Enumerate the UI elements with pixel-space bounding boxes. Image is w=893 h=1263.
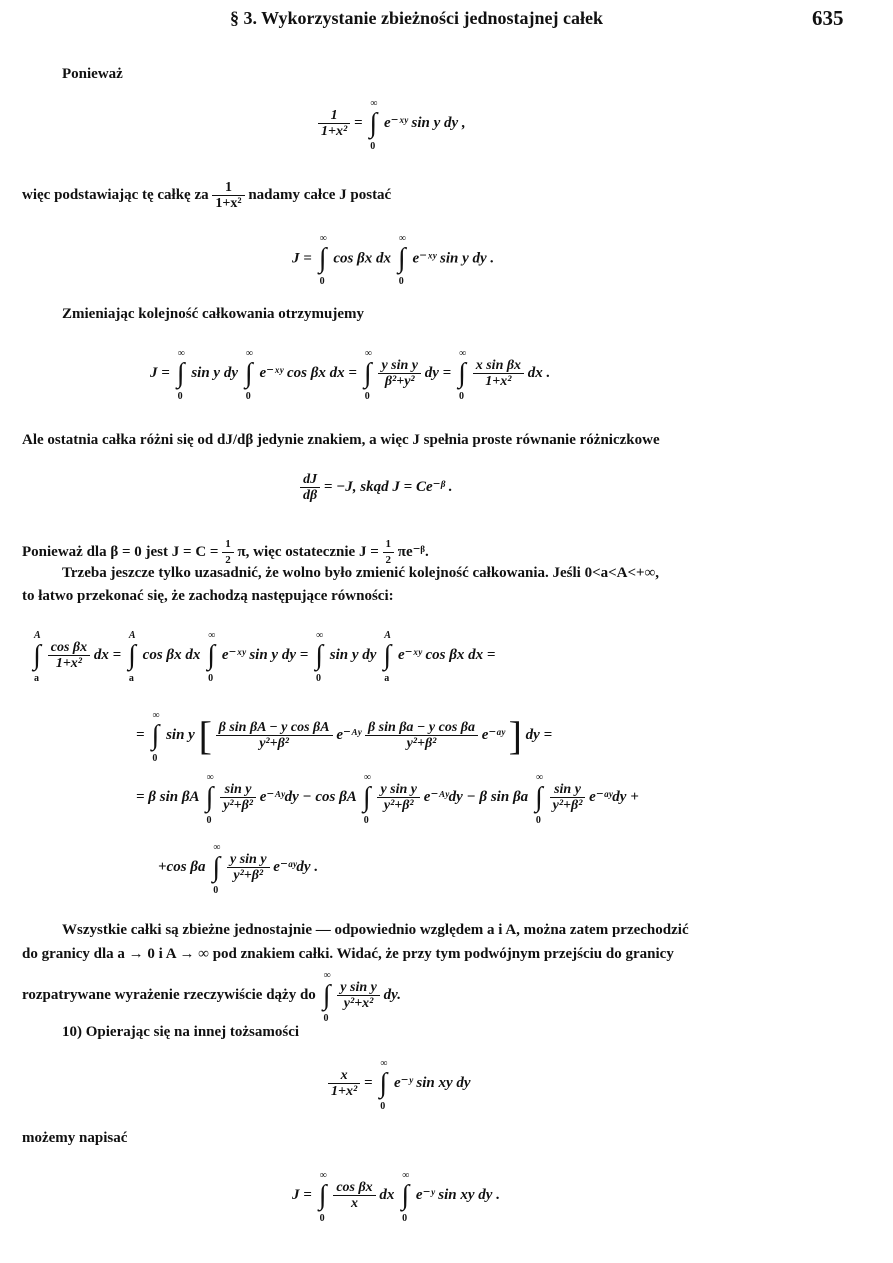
- paragraph-mozemy: możemy napisać: [22, 1130, 128, 1146]
- fraction: $\frac{x}{\text{1+x²}}$: [328, 1068, 360, 1099]
- integral-sign: ∞ ∫ 0: [379, 1057, 388, 1112]
- fraction: $\frac{1}{\text{1+x²}}$: [318, 108, 350, 139]
- paragraph-opierajac: 10) Opierając się na innej tożsamości: [62, 1024, 300, 1040]
- fraction: $\frac{\text{y sin y}}{\text{β²+y²}}$: [378, 358, 421, 389]
- equation-5-line-1: A ∫ a $\frac{\text{cos βx}}{\text{1+x²}}$ dx = A ∫ a cos βx dx ∞ ∫ 0 e⁻ˣʸ sin y dy = ∞ ∫ 0 sin y dy A ∫ a e⁻ˣʸ cos βx dx =: [30, 640, 495, 671]
- paragraph-beta-zero: Ponieważ dla β = 0 jest J = C = $\frac{1}{2}$ π, więc ostatecznie J = $\frac{1}{2}$ πe⁻ᵝ.: [22, 538, 429, 566]
- fraction: $\frac{\text{cos βx}}{\text{1+x²}}$: [48, 640, 90, 671]
- equation-7: J = ∞ ∫ 0 $\frac{\text{cos βx}}{x}$ dx ∞ ∫ 0 e⁻ʸ sin xy dy .: [292, 1169, 500, 1224]
- fraction: $\frac{1}{2}$: [383, 537, 395, 568]
- equation-5-line-2: = ∞ ∫ 0 sin y [ $\frac{\text{β sin βA − y cos βA}}{\text{y²+β²}}$ e⁻ᴬʸ $\frac{\text{β sin βa − y cos βa}}{\text{y²+β²}}$ e⁻ᵃʸ ] dy =: [136, 709, 553, 764]
- fraction: $\frac{dJ}{d\beta}$: [300, 472, 320, 503]
- integral-sign: ∞ ∫ 0: [362, 771, 371, 826]
- integral-sign: ∞ ∫ 0: [401, 1169, 410, 1224]
- page-number: 635: [812, 6, 844, 30]
- integral-sign: ∞ ∫ 0: [244, 347, 253, 402]
- fraction: $\frac{\text{sin y}}{\text{y²+β²}}$: [220, 782, 256, 813]
- integral-sign: ∞ ∫ 0: [212, 841, 221, 896]
- paragraph-zmieniajac: Zmieniając kolejność całkowania otrzymujemy: [62, 306, 365, 322]
- fraction: $\frac{\text{cos βx}}{x}$: [333, 1180, 375, 1211]
- integral-sign: ∞ ∫ 0: [318, 233, 327, 287]
- integral-sign: ∞ ∫ 0: [369, 97, 378, 152]
- fraction: $\frac{\text{β sin βa − y cos βa}}{\text{y²+β²}}$: [365, 720, 478, 751]
- page-header: § 3. Wykorzystanie zbieżności jednostajnej całek: [230, 8, 603, 28]
- paragraph-ostatnia-calka: Ale ostatnia całka różni się od dJ/dβ jedynie znakiem, a więc J spełnia proste równanie różniczkowe: [22, 432, 660, 448]
- fraction: $\frac{\text{y sin y}}{\text{y²+x²}}$: [337, 980, 380, 1011]
- integral-sign: ∞ ∫ 0: [315, 629, 324, 684]
- paragraph-ponieważ: Ponieważ: [62, 66, 123, 82]
- right-bracket: ]: [508, 713, 522, 758]
- paragraph-trzeba-1: Trzeba jeszcze tylko uzasadnić, że wolno było zmienić kolejność całkowania. Jeśli 0<a<A<+∞,: [62, 565, 660, 581]
- integral-sign: ∞ ∫ 0: [207, 629, 216, 684]
- fraction: $\frac{\text{x sin βx}}{\text{1+x²}}$: [473, 358, 524, 389]
- integral-sign: ∞ ∫ 0: [397, 233, 406, 287]
- equation-3: J = ∞ ∫ 0 sin y dy ∞ ∫ 0 e⁻ˣʸ cos βx dx = ∞ ∫ 0 $\frac{\text{y sin y}}{\text{β²+y²}}$ dy = ∞ ∫ 0 $\frac{\text{x sin βx}}{\text{1+x²}}$ dx .: [150, 347, 551, 402]
- fraction: $\frac{\text{y sin y}}{\text{y²+β²}}$: [377, 782, 420, 813]
- paragraph-wszystkie-1: Wszystkie całki są zbieżne jednostajnie — odpowiednio względem a i A, można zatem przechodzić: [62, 922, 689, 938]
- paragraph-podstawiajac: więc podstawiając tę całkę za $\frac{1}{\text{1+x²}}$ nadamy całce J postać: [22, 180, 392, 211]
- integral-sign: ∞ ∫ 0: [535, 771, 544, 826]
- integral-sign: ∞ ∫ 0: [363, 347, 372, 402]
- equation-ode: $\frac{dJ}{d\beta}$ = −J, skąd J = Ce⁻ᵝ .: [300, 472, 452, 503]
- fraction: $\frac{\text{β sin βA − y cos βA}}{\text{y²+β²}}$: [216, 720, 333, 751]
- equation-1: $\frac{1}{\text{1+x²}}$ = ∞ ∫ 0 e⁻ˣʸ sin y dy ,: [318, 108, 466, 139]
- integral-sign: ∞ ∫ 0: [458, 347, 467, 402]
- paragraph-trzeba-2: to łatwo przekonać się, że zachodzą następujące równości:: [22, 588, 394, 604]
- integral-sign: ∞ ∫ 0: [318, 1169, 327, 1224]
- integral-sign: A ∫ a: [383, 629, 392, 684]
- fraction: $\frac{\text{sin y}}{\text{y²+β²}}$: [550, 782, 586, 813]
- equation-6: $\frac{x}{\text{1+x²}}$ = ∞ ∫ 0 e⁻ʸ sin xy dy: [328, 1068, 471, 1099]
- equation-2: J = ∞ ∫ 0 cos βx dx ∞ ∫ 0 e⁻ˣʸ sin y dy .: [292, 233, 495, 287]
- paragraph-wszystkie-3: rozpatrywane wyrażenie rzeczywiście dąży do ∞ ∫ 0 $\frac{\text{y sin y}}{\text{y²+x²}}$ dy.: [22, 969, 401, 1024]
- integral-sign: A ∫ a: [33, 629, 41, 684]
- integral-sign: A ∫ a: [128, 629, 136, 684]
- equation-5-line-4: +cos βa ∞ ∫ 0 $\frac{\text{y sin y}}{\text{y²+β²}}$ e⁻ᵃʸdy .: [158, 841, 319, 896]
- integral-sign: ∞ ∫ 0: [322, 969, 331, 1024]
- integral-sign: ∞ ∫ 0: [151, 709, 160, 764]
- integral-sign: ∞ ∫ 0: [205, 771, 214, 826]
- fraction: $\frac{1}{\text{1+x²}}$: [212, 180, 244, 211]
- fraction: $\frac{1}{2}$: [222, 537, 234, 568]
- equation-5-line-3: = β sin βA ∞ ∫ 0 $\frac{\text{sin y}}{\text{y²+β²}}$ e⁻ᴬʸdy − cos βA ∞ ∫ 0 $\frac{\text{y sin y}}{\text{y²+β²}}$ e⁻ᴬʸdy − β sin βa ∞ ∫ 0 $\frac{\text{sin y}}{\text{y²+β²}}$ e⁻ᵃʸdy +: [136, 771, 639, 826]
- left-bracket: [: [198, 713, 212, 758]
- fraction: $\frac{\text{y sin y}}{\text{y²+β²}}$: [227, 852, 270, 883]
- integral-sign: ∞ ∫ 0: [176, 347, 185, 402]
- paragraph-wszystkie-2: do granicy dla a → 0 i A → ∞ pod znakiem całki. Widać, że przy tym podwójnym przejściu do granicy: [22, 946, 674, 962]
